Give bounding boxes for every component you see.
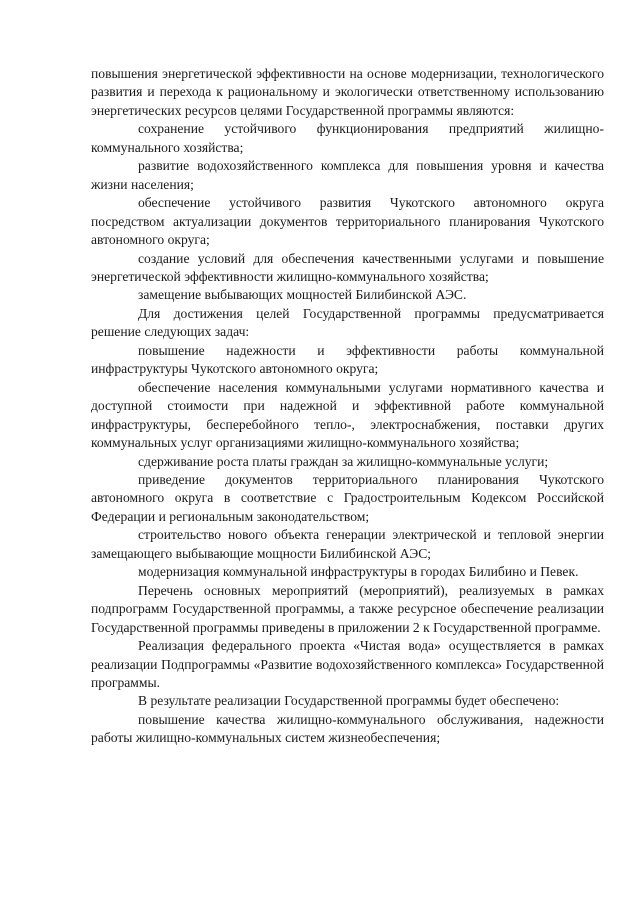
paragraph-task-fee-restraint: сдерживание роста платы граждан за жилищно-коммунальные услуги;	[138, 453, 549, 469]
paragraph-goal-sustainability: сохранение устойчивого функционирования предприятий жилищно-коммунального хозяйства;	[91, 121, 604, 155]
paragraph-task-documents: приведение документов территориального планирования Чукотского автономного округа в соответствие с Градостроительным Кодексом Российской Федерации и региональным законодательством;	[91, 471, 604, 524]
paragraph-goal-territorial-planning: обеспечение устойчивого развития Чукотского автономного округа посредством актуализации документов территориального планирования Чукотского автономного округа;	[91, 195, 604, 248]
paragraph-goal-water-complex: развитие водохозяйственного комплекса для повышения уровня и качества жизни населения;	[91, 158, 604, 192]
paragraph-goal-quality-services: создание условий для обеспечения качественными услугами и повышение энергетической эффективности жилищно-коммунального хозяйства;	[91, 250, 604, 284]
paragraph-task-modernization: модернизация коммунальной инфраструктуры в городах Билибино и Певек.	[138, 564, 579, 580]
paragraph-intro-continuation: повышения энергетической эффективности на основе модернизации, технологического развития и перехода к рациональному и экологически ответственному использованию энергетических ресурсов целями Государственной программы являются:	[91, 66, 604, 118]
document-body	[91, 65, 604, 748]
paragraph-task-population-services: обеспечение населения коммунальными услугами нормативного качества и доступной стоимости при надежной и эффективной работе коммунальной инфраструктуры, бесперебойного тепло-, электроснабжения, поставки других коммунальных услуг организациями жилищно-коммунального хозяйства;	[91, 379, 604, 451]
paragraph-clean-water-project: Реализация федерального проекта «Чистая вода» осуществляется в рамках реализации Подпрограммы «Развитие водохозяйственного комплекса» Государственной программы.	[91, 638, 604, 690]
paragraph-task-reliability: повышение надежности и эффективности работы коммунальной инфраструктуры Чукотского автономного округа;	[91, 342, 604, 377]
paragraph-results-intro: В результате реализации Государственной программы будет обеспечено:	[138, 693, 560, 709]
paragraph-goal-replacement: замещение выбывающих мощностей Билибинской АЭС.	[138, 287, 467, 303]
paragraph-task-construction: строительство нового объекта генерации электрической и тепловой энергии замещающего выбывающие мощности Билибинской АЭС;	[91, 527, 604, 561]
paragraph-tasks-intro: Для достижения целей Государственной программы предусматривается решение следующих задач:	[91, 305, 604, 340]
paragraph-activities-list: Перечень основных мероприятий (мероприятий), реализуемых в рамках подпрограмм Государственной программы, а также ресурсное обеспечение реализации Государственной программы приведены в приложении 2 к Государственной программе.	[91, 582, 604, 635]
paragraph-result-quality: повышение качества жилищно-коммунального обслуживания, надежности работы жилищно-коммунальных систем жизнеобеспечения;	[91, 711, 604, 746]
